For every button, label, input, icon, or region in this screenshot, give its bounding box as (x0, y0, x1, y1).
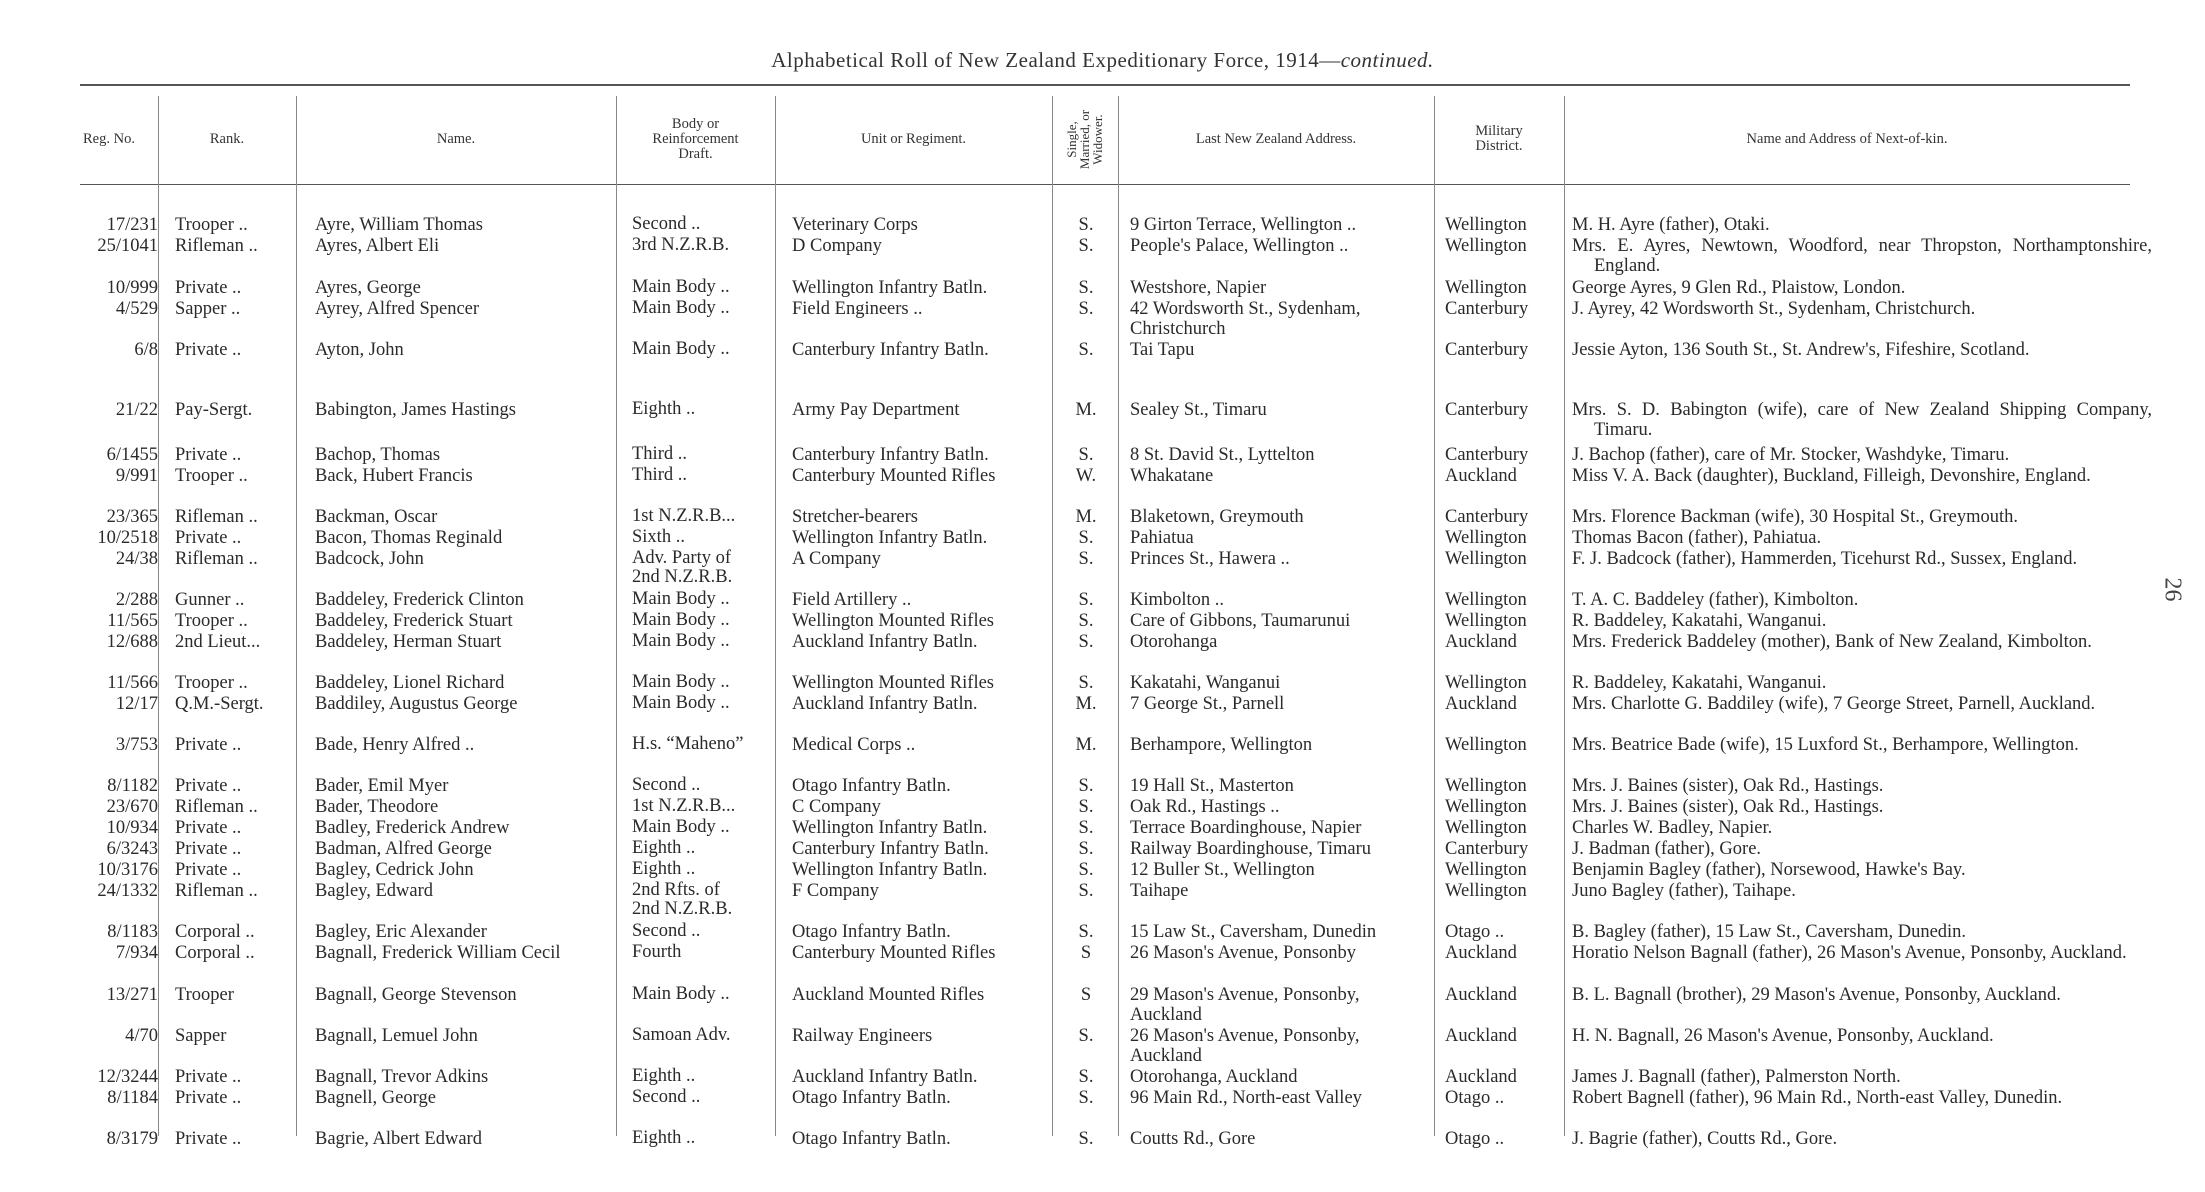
cell-kin: Mrs. E. Ayres, Newtown, Woodford, near Thropston, Northamptonshire, England. (1572, 236, 2152, 276)
cell-kin: Horatio Nelson Bagnall (father), 26 Mason's Avenue, Ponsonby, Auckland. (1572, 943, 2127, 963)
cell-reg: 8/1184 (107, 1088, 158, 1108)
cell-reg: 4/529 (115, 299, 158, 319)
cell-rank: Rifleman .. (175, 797, 258, 817)
cell-kin: R. Baddeley, Kakatahi, Wanganui. (1572, 611, 1827, 631)
cell-unit: Auckland Infantry Batln. (792, 694, 978, 714)
cell-unit: Canterbury Mounted Rifles (792, 943, 996, 963)
cell-reg: 12/688 (106, 632, 158, 652)
cell-draft: Eighth .. (632, 859, 696, 879)
cell-draft: Main Body .. (632, 277, 730, 297)
title-continued: continued. (1340, 48, 1434, 72)
cell-kin: B. L. Bagnall (brother), 29 Mason's Avenue, Ponsonby, Auckland. (1572, 985, 2061, 1005)
cell-reg: 8/1183 (107, 922, 158, 942)
cell-addr: 26 Mason's Avenue, Ponsonby (1130, 943, 1357, 963)
cell-unit: F Company (792, 881, 879, 901)
cell-kin: Mrs. J. Baines (sister), Oak Rd., Hastings. (1572, 797, 1884, 817)
cell-reg: 6/3243 (106, 839, 158, 859)
cell-name: Ayre, William Thomas (315, 215, 483, 235)
cell-name: Bacon, Thomas Reginald (315, 528, 503, 548)
cell-rank: Private .. (175, 860, 242, 880)
cell-unit: C Company (792, 797, 881, 817)
cell-draft: Second .. (632, 1087, 701, 1107)
cell-sm: S. (1078, 445, 1094, 465)
cell-sm: M. (1075, 400, 1097, 420)
column-divider (158, 96, 159, 1136)
cell-dist: Wellington (1445, 528, 1527, 548)
cell-sm: S. (1078, 299, 1094, 319)
cell-kin: H. N. Bagnall, 26 Mason's Avenue, Ponsonby, Auckland. (1572, 1026, 1994, 1046)
cell-sm: S. (1078, 673, 1094, 693)
cell-sm: S. (1078, 1067, 1094, 1087)
cell-draft: Samoan Adv. (632, 1025, 731, 1045)
cell-draft: Main Body .. (632, 693, 730, 713)
cell-draft: Second .. (632, 921, 701, 941)
cell-sm: S. (1078, 340, 1094, 360)
cell-dist: Auckland (1445, 1067, 1517, 1087)
cell-unit: Wellington Infantry Batln. (792, 278, 988, 298)
cell-rank: Q.M.-Sergt. (175, 694, 264, 714)
column-divider (616, 96, 617, 1136)
cell-unit: Stretcher-bearers (792, 507, 918, 527)
cell-name: Baddiley, Augustus George (315, 694, 518, 714)
cell-sm: S (1080, 985, 1092, 1005)
cell-name: Bade, Henry Alfred .. (315, 735, 475, 755)
cell-kin: Mrs. Beatrice Bade (wife), 15 Luxford St., Berhampore, Wellington. (1572, 735, 2079, 755)
cell-name: Badcock, John (315, 549, 424, 569)
cell-unit: Canterbury Infantry Batln. (792, 340, 989, 360)
cell-rank: Pay-Sergt. (175, 400, 253, 420)
cell-name: Baddeley, Frederick Clinton (315, 590, 524, 610)
header-rank: Rank. (209, 130, 245, 147)
cell-kin: J. Bagrie (father), Coutts Rd., Gore. (1572, 1129, 1838, 1149)
cell-addr: Railway Boardinghouse, Timaru (1130, 839, 1372, 859)
cell-draft: Main Body .. (632, 589, 730, 609)
cell-dist: Wellington (1445, 549, 1527, 569)
cell-dist: Otago .. (1445, 1129, 1505, 1149)
cell-sm: S. (1078, 860, 1094, 880)
cell-dist: Auckland (1445, 1026, 1517, 1046)
cell-sm: S. (1078, 278, 1094, 298)
cell-rank: Private .. (175, 776, 242, 796)
cell-reg: 6/8 (134, 340, 158, 360)
cell-unit: Veterinary Corps (792, 215, 918, 235)
cell-dist: Canterbury (1445, 839, 1529, 859)
cell-addr: Tai Tapu (1130, 340, 1195, 360)
cell-addr: 15 Law St., Caversham, Dunedin (1130, 922, 1377, 942)
cell-rank: Private .. (175, 839, 242, 859)
cell-sm: M. (1075, 735, 1097, 755)
cell-addr: 96 Main Rd., North-east Valley (1130, 1088, 1362, 1108)
cell-kin: Miss V. A. Back (daughter), Buckland, Filleigh, Devonshire, England. (1572, 466, 2091, 486)
cell-addr: Pahiatua (1130, 528, 1194, 548)
cell-unit: Field Engineers .. (792, 299, 923, 319)
cell-reg: 24/38 (115, 549, 158, 569)
cell-unit: Otago Infantry Batln. (792, 776, 951, 796)
cell-addr: 8 St. David St., Lyttelton (1130, 445, 1315, 465)
cell-name: Bagley, Cedrick John (315, 860, 474, 880)
cell-draft: H.s. “Maheno” (632, 734, 744, 754)
cell-dist: Canterbury (1445, 299, 1529, 319)
cell-draft: Main Body .. (632, 631, 730, 651)
cell-addr: Berhampore, Wellington (1130, 735, 1313, 755)
cell-sm: S. (1078, 215, 1094, 235)
column-divider (1118, 96, 1119, 1136)
column-divider (1434, 96, 1435, 1136)
cell-rank: 2nd Lieut... (175, 632, 261, 652)
cell-addr: 26 Mason's Avenue, Ponsonby, Auckland (1130, 1026, 1360, 1066)
cell-sm: S. (1078, 611, 1094, 631)
column-divider (775, 96, 776, 1136)
cell-rank: Private .. (175, 278, 242, 298)
cell-reg: 17/231 (106, 215, 158, 235)
cell-reg: 10/934 (106, 818, 158, 838)
cell-reg: 10/2518 (97, 528, 158, 548)
cell-name: Badley, Frederick Andrew (315, 818, 510, 838)
page-number: 26 (2159, 577, 2186, 602)
cell-kin: Robert Bagnell (father), 96 Main Rd., North-east Valley, Dunedin. (1572, 1088, 2063, 1108)
cell-reg: 3/753 (115, 735, 158, 755)
cell-rank: Private .. (175, 1129, 242, 1149)
cell-unit: Canterbury Mounted Rifles (792, 466, 996, 486)
cell-rank: Private .. (175, 445, 242, 465)
cell-reg: 8/1182 (107, 776, 158, 796)
cell-reg: 4/70 (125, 1026, 158, 1046)
cell-name: Bagley, Edward (315, 881, 433, 901)
cell-dist: Auckland (1445, 632, 1517, 652)
header-marital-text: Single, Married, or Widower. (1064, 109, 1106, 169)
header-district: Military District. (1475, 123, 1523, 154)
cell-rank: Trooper .. (175, 215, 248, 235)
cell-rank: Gunner .. (175, 590, 245, 610)
cell-draft: 2nd Rfts. of 2nd N.Z.R.B. (632, 880, 733, 919)
cell-reg: 8/3179 (106, 1129, 158, 1149)
cell-unit: Auckland Mounted Rifles (792, 985, 985, 1005)
cell-addr: Otorohanga, Auckland (1130, 1067, 1298, 1087)
cell-dist: Canterbury (1445, 445, 1529, 465)
cell-name: Bagrie, Albert Edward (315, 1129, 482, 1149)
cell-addr: Care of Gibbons, Taumarunui (1130, 611, 1351, 631)
cell-unit: Wellington Mounted Rifles (792, 673, 994, 693)
cell-kin: Mrs. S. D. Babington (wife), care of New Zealand Shipping Company, Timaru. (1572, 400, 2152, 440)
cell-sm: S. (1078, 1026, 1094, 1046)
cell-rank: Private .. (175, 818, 242, 838)
cell-rank: Private .. (175, 735, 242, 755)
cell-dist: Otago .. (1445, 922, 1505, 942)
cell-reg: 11/565 (107, 611, 158, 631)
cell-draft: Eighth .. (632, 399, 696, 419)
cell-draft: Main Body .. (632, 984, 730, 1004)
header-draft: Body or Reinforcement Draft. (652, 115, 739, 162)
cell-sm: S. (1078, 922, 1094, 942)
cell-kin: J. Bachop (father), care of Mr. Stocker, Washdyke, Timaru. (1572, 445, 2010, 465)
cell-addr: Blaketown, Greymouth (1130, 507, 1304, 527)
cell-sm: S. (1078, 881, 1094, 901)
cell-sm: S (1080, 943, 1092, 963)
cell-draft: 1st N.Z.R.B... (632, 506, 736, 526)
cell-draft: Sixth .. (632, 527, 685, 547)
cell-dist: Auckland (1445, 943, 1517, 963)
cell-rank: Private .. (175, 528, 242, 548)
cell-rank: Trooper .. (175, 673, 248, 693)
page-title (0, 48, 2205, 73)
cell-draft: Eighth .. (632, 1066, 696, 1086)
cell-dist: Auckland (1445, 466, 1517, 486)
cell-dist: Wellington (1445, 860, 1527, 880)
cell-kin: Mrs. J. Baines (sister), Oak Rd., Hastings. (1572, 776, 1884, 796)
cell-addr: People's Palace, Wellington .. (1130, 236, 1349, 256)
cell-kin: F. J. Badcock (father), Hammerden, Ticehurst Rd., Sussex, England. (1572, 549, 2078, 569)
cell-rank: Trooper .. (175, 466, 248, 486)
cell-name: Bagnall, Trevor Adkins (315, 1067, 489, 1087)
cell-kin: James J. Bagnall (father), Palmerston North. (1572, 1067, 1901, 1087)
cell-rank: Private .. (175, 1088, 242, 1108)
cell-addr: Whakatane (1130, 466, 1214, 486)
cell-addr: Princes St., Hawera .. (1130, 549, 1290, 569)
cell-name: Baddeley, Lionel Richard (315, 673, 505, 693)
cell-unit: Wellington Infantry Batln. (792, 860, 988, 880)
cell-reg: 2/288 (115, 590, 158, 610)
cell-reg: 12/17 (115, 694, 158, 714)
cell-addr: 42 Wordsworth St., Sydenham, Christchurch (1130, 299, 1361, 339)
top-rule (80, 84, 2130, 86)
cell-addr: Otorohanga (1130, 632, 1218, 652)
cell-kin: George Ayres, 9 Glen Rd., Plaistow, London. (1572, 278, 1906, 298)
cell-sm: S. (1078, 1088, 1094, 1108)
cell-name: Bader, Emil Myer (315, 776, 449, 796)
cell-reg: 23/670 (106, 797, 158, 817)
cell-addr: Sealey St., Timaru (1130, 400, 1267, 420)
cell-reg: 13/271 (106, 985, 158, 1005)
cell-sm: S. (1078, 590, 1094, 610)
cell-addr: 19 Hall St., Masterton (1130, 776, 1294, 796)
cell-dist: Canterbury (1445, 507, 1529, 527)
cell-kin: R. Baddeley, Kakatahi, Wanganui. (1572, 673, 1827, 693)
cell-sm: S. (1078, 818, 1094, 838)
cell-sm: S. (1078, 776, 1094, 796)
cell-dist: Auckland (1445, 694, 1517, 714)
cell-addr: Taihape (1130, 881, 1189, 901)
cell-unit: Railway Engineers (792, 1026, 933, 1046)
cell-unit: Wellington Infantry Batln. (792, 528, 988, 548)
cell-kin: J. Badman (father), Gore. (1572, 839, 1762, 859)
cell-draft: Main Body .. (632, 298, 730, 318)
cell-name: Bagley, Eric Alexander (315, 922, 487, 942)
cell-addr: Kakatahi, Wanganui (1130, 673, 1281, 693)
cell-unit: Army Pay Department (792, 400, 960, 420)
cell-draft: Main Body .. (632, 672, 730, 692)
cell-reg: 9/991 (115, 466, 158, 486)
cell-addr: Oak Rd., Hastings .. (1130, 797, 1280, 817)
cell-draft: Main Body .. (632, 817, 730, 837)
cell-name: Baddeley, Herman Stuart (315, 632, 502, 652)
cell-name: Bagnall, George Stevenson (315, 985, 517, 1005)
cell-kin: Mrs. Florence Backman (wife), 30 Hospital St., Greymouth. (1572, 507, 2018, 527)
header-name: Name. (436, 130, 476, 147)
cell-dist: Wellington (1445, 818, 1527, 838)
cell-kin: Mrs. Charlotte G. Baddiley (wife), 7 George Street, Parnell, Auckland. (1572, 694, 2096, 714)
cell-rank: Rifleman .. (175, 881, 258, 901)
cell-addr: 9 Girton Terrace, Wellington .. (1130, 215, 1357, 235)
cell-sm: S. (1078, 797, 1094, 817)
cell-sm: S. (1078, 839, 1094, 859)
cell-dist: Wellington (1445, 236, 1527, 256)
cell-unit: A Company (792, 549, 881, 569)
cell-name: Bagnall, Frederick William Cecil (315, 943, 561, 963)
cell-reg: 21/22 (115, 400, 158, 420)
cell-sm: W. (1075, 466, 1097, 486)
cell-draft: Second .. (632, 214, 701, 234)
cell-rank: Private .. (175, 1067, 242, 1087)
header-address: Last New Zealand Address. (1195, 130, 1357, 147)
header-unit: Unit or Regiment. (860, 130, 967, 147)
cell-reg: 23/365 (106, 507, 158, 527)
cell-rank: Trooper .. (175, 611, 248, 631)
cell-sm: S. (1078, 632, 1094, 652)
cell-name: Ayres, Albert Eli (315, 236, 440, 256)
cell-name: Badman, Alfred George (315, 839, 492, 859)
cell-kin: J. Ayrey, 42 Wordsworth St., Sydenham, Christchurch. (1572, 299, 1976, 319)
cell-kin: Thomas Bacon (father), Pahiatua. (1572, 528, 1822, 548)
cell-name: Babington, James Hastings (315, 400, 516, 420)
cell-sm: M. (1075, 694, 1097, 714)
cell-reg: 6/1455 (106, 445, 158, 465)
cell-kin: Benjamin Bagley (father), Norsewood, Hawke's Bay. (1572, 860, 1966, 880)
cell-rank: Sapper .. (175, 299, 241, 319)
cell-name: Ayrey, Alfred Spencer (315, 299, 480, 319)
cell-reg: 24/1332 (97, 881, 158, 901)
cell-rank: Corporal .. (175, 943, 255, 963)
cell-dist: Wellington (1445, 735, 1527, 755)
cell-reg: 10/999 (106, 278, 158, 298)
cell-unit: Otago Infantry Batln. (792, 922, 951, 942)
cell-rank: Rifleman .. (175, 507, 258, 527)
cell-rank: Sapper (175, 1026, 227, 1046)
cell-rank: Trooper (175, 985, 234, 1005)
header-kin: Name and Address of Next-of-kin. (1746, 130, 1948, 147)
cell-name: Backman, Oscar (315, 507, 438, 527)
cell-unit: Auckland Infantry Batln. (792, 632, 978, 652)
cell-dist: Wellington (1445, 797, 1527, 817)
cell-addr: 12 Buller St., Wellington (1130, 860, 1315, 880)
column-divider (1564, 96, 1565, 1136)
cell-dist: Wellington (1445, 881, 1527, 901)
column-divider (296, 96, 297, 1136)
cell-dist: Wellington (1445, 776, 1527, 796)
cell-draft: Third .. (632, 465, 687, 485)
cell-draft: Fourth (632, 942, 682, 962)
cell-name: Bagnall, Lemuel John (315, 1026, 478, 1046)
cell-name: Back, Hubert Francis (315, 466, 473, 486)
cell-kin: Juno Bagley (father), Taihape. (1572, 881, 1796, 901)
cell-draft: Adv. Party of 2nd N.Z.R.B. (632, 548, 733, 587)
cell-kin: M. H. Ayre (father), Otaki. (1572, 215, 1770, 235)
cell-reg: 10/3176 (97, 860, 158, 880)
cell-dist: Wellington (1445, 215, 1527, 235)
cell-addr: 29 Mason's Avenue, Ponsonby, Auckland (1130, 985, 1360, 1025)
cell-unit: D Company (792, 236, 882, 256)
cell-kin: Charles W. Badley, Napier. (1572, 818, 1773, 838)
cell-dist: Auckland (1445, 985, 1517, 1005)
cell-reg: 7/934 (115, 943, 158, 963)
cell-dist: Canterbury (1445, 340, 1529, 360)
cell-sm: S. (1078, 1129, 1094, 1149)
cell-draft: 1st N.Z.R.B... (632, 796, 736, 816)
cell-name: Ayres, George (315, 278, 421, 298)
cell-unit: Medical Corps .. (792, 735, 916, 755)
cell-unit: Canterbury Infantry Batln. (792, 839, 989, 859)
cell-reg: 25/1041 (97, 236, 158, 256)
cell-addr: Westshore, Napier (1130, 278, 1267, 298)
cell-reg: 11/566 (107, 673, 158, 693)
cell-rank: Private .. (175, 340, 242, 360)
cell-kin: B. Bagley (father), 15 Law St., Caversham, Dunedin. (1572, 922, 1967, 942)
cell-dist: Wellington (1445, 611, 1527, 631)
cell-addr: 7 George St., Parnell (1130, 694, 1285, 714)
cell-name: Baddeley, Frederick Stuart (315, 611, 513, 631)
cell-kin: Mrs. Frederick Baddeley (mother), Bank of New Zealand, Kimbolton. (1572, 632, 2092, 652)
column-divider (1052, 96, 1053, 1136)
cell-kin: Jessie Ayton, 136 South St., St. Andrew's, Fifeshire, Scotland. (1572, 340, 2030, 360)
cell-rank: Rifleman .. (175, 236, 258, 256)
cell-unit: Auckland Infantry Batln. (792, 1067, 978, 1087)
cell-name: Bader, Theodore (315, 797, 439, 817)
cell-draft: Eighth .. (632, 1128, 696, 1148)
cell-dist: Canterbury (1445, 400, 1529, 420)
cell-unit: Wellington Infantry Batln. (792, 818, 988, 838)
cell-dist: Otago .. (1445, 1088, 1505, 1108)
title-main: Alphabetical Roll of New Zealand Expeditionary Force, 1914— (771, 48, 1341, 72)
cell-unit: Field Artillery .. (792, 590, 912, 610)
cell-draft: Main Body .. (632, 339, 730, 359)
cell-sm: S. (1078, 236, 1094, 256)
cell-rank: Rifleman .. (175, 549, 258, 569)
cell-name: Ayton, John (315, 340, 404, 360)
header-rule (80, 184, 2130, 185)
cell-draft: Second .. (632, 775, 701, 795)
cell-draft: Eighth .. (632, 838, 696, 858)
cell-addr: Kimbolton .. (1130, 590, 1225, 610)
cell-draft: Main Body .. (632, 610, 730, 630)
cell-sm: S. (1078, 549, 1094, 569)
cell-unit: Canterbury Infantry Batln. (792, 445, 989, 465)
cell-draft: 3rd N.Z.R.B. (632, 235, 730, 255)
cell-unit: Otago Infantry Batln. (792, 1088, 951, 1108)
cell-unit: Otago Infantry Batln. (792, 1129, 951, 1149)
cell-dist: Wellington (1445, 278, 1527, 298)
cell-kin: T. A. C. Baddeley (father), Kimbolton. (1572, 590, 1859, 610)
cell-addr: Terrace Boardinghouse, Napier (1130, 818, 1362, 838)
cell-dist: Wellington (1445, 673, 1527, 693)
header-marital (1052, 96, 1118, 182)
cell-dist: Wellington (1445, 590, 1527, 610)
cell-addr: Coutts Rd., Gore (1130, 1129, 1256, 1149)
cell-name: Bachop, Thomas (315, 445, 441, 465)
cell-sm: M. (1075, 507, 1097, 527)
cell-name: Bagnell, George (315, 1088, 436, 1108)
cell-rank: Corporal .. (175, 922, 255, 942)
cell-draft: Third .. (632, 444, 687, 464)
cell-reg: 12/3244 (97, 1067, 158, 1087)
cell-sm: S. (1078, 528, 1094, 548)
header-reg-no: Reg. No. (83, 130, 135, 147)
cell-unit: Wellington Mounted Rifles (792, 611, 994, 631)
